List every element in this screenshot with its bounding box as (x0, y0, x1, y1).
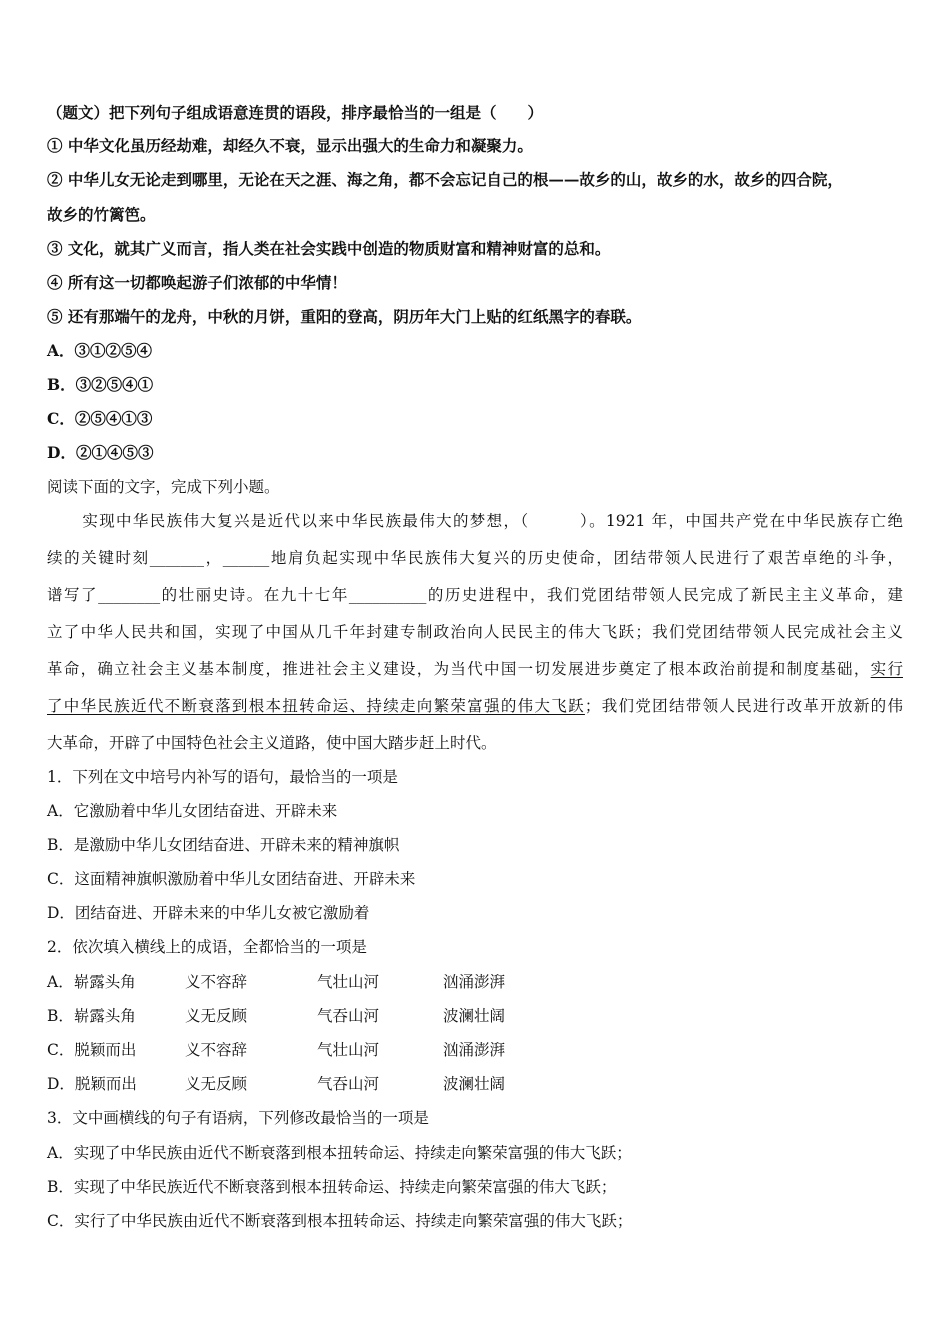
sub2-option-b (47, 1006, 607, 1026)
idiom: 义不容辞 (185, 1041, 248, 1059)
sentence-4: ④ 所有这一切都唤起游子们浓郁的中华情！ (47, 273, 347, 292)
underlined-sentence: 了中华民族近代不断衰落到根本扭转命运、持续走向繁荣富强的伟大飞跃 (47, 697, 585, 715)
passage-line: 大革命，开辟了中国特色社会主义道路，使中国大踏步赶上时代。 (47, 734, 497, 752)
option-d: D．②①④⑤③ (47, 443, 154, 462)
passage-line: 谱写了________的壮丽史诗。在九十七年__________的历史进程中，我们党团结带领人民完成了新民主主义革命，建 (47, 586, 903, 604)
option-label: C．脱颖而出 (47, 1041, 137, 1059)
idiom: 气吞山河 (317, 1007, 380, 1025)
option-b: B．③②⑤④① (47, 375, 154, 394)
idiom: 气吞山河 (317, 1075, 380, 1093)
passage-line (47, 659, 903, 679)
sub-question-2-stem: 2．依次填入横线上的成语，全都恰当的一项是 (47, 938, 367, 956)
sub1-option-b: B．是激励中华儿女团结奋进、开辟未来的精神旗帜 (47, 836, 400, 854)
option-c: C．②⑤④①③ (47, 409, 153, 428)
sub3-option-a: A．实现了中华民族由近代不断衰落到根本扭转命运、持续走向繁荣富强的伟大飞跃； (47, 1144, 632, 1162)
passage-line: 立了中华人民共和国，实现了中国从几千年封建专制政治向人民民主的伟大飞跃；我们党团结带领人民完成社会主义 (47, 623, 903, 641)
idiom: 义不容辞 (185, 973, 248, 991)
sub2-option-d (47, 1074, 607, 1094)
passage-line (47, 696, 903, 716)
sub3-option-c: C．实行了中华民族由近代不断衰落到根本扭转命运、持续走向繁荣富强的伟大飞跃； (47, 1212, 633, 1230)
idiom: 气壮山河 (317, 1041, 380, 1059)
sub2-option-c (47, 1040, 607, 1060)
idiom: 义无反顾 (185, 1075, 248, 1093)
option-label: D．脱颖而出 (47, 1075, 137, 1093)
sub1-option-c: C．这面精神旗帜激励着中华儿女团结奋进、开辟未来 (47, 870, 416, 888)
idiom: 气壮山河 (317, 973, 380, 991)
idiom: 义无反顾 (185, 1007, 248, 1025)
sub1-option-d: D．团结奋进、开辟未来的中华儿女被它激励着 (47, 904, 370, 922)
sub-question-1-stem: 1．下列在文中培号内补写的语句，最恰当的一项是 (47, 768, 398, 786)
passage-line-text: ；我们党团结带领人民进行改革开放新的伟 (584, 697, 903, 715)
idiom: 汹涌澎湃 (443, 973, 506, 991)
option-label: B．崭露头角 (47, 1007, 136, 1025)
passage-line: 续的关键时刻_______，______地肩负起实现中华民族伟大复兴的历史使命，团结带领人民进行了艰苦卓绝的斗争， (47, 549, 903, 567)
sub2-option-a (47, 972, 607, 992)
sentence-2-continued: 故乡的竹篱笆。 (47, 205, 156, 224)
option-label: A．崭露头角 (47, 973, 136, 991)
idiom: 波澜壮阔 (443, 1007, 506, 1025)
sentence-5: ⑤ 还有那端午的龙舟，中秋的月饼，重阳的登高，阴历年大门上贴的红纸黑字的春联。 (47, 307, 642, 326)
sentence-1: ① 中华文化虽历经劫难，却经久不衰，显示出强大的生命力和凝聚力。 (47, 136, 533, 155)
passage-line (47, 511, 903, 531)
passage-line-text: 革命，确立社会主义基本制度，推进社会主义建设，为当代中国一切发展进步奠定了根本政治前提和制度基础， (47, 660, 871, 678)
sentence-3: ③ 文化，就其广义而言，指人类在社会实践中创造的物质财富和精神财富的总和。 (47, 239, 611, 258)
sub3-option-b: B．实现了中华民族近代不断衰落到根本扭转命运、持续走向繁荣富强的伟大飞跃； (47, 1178, 617, 1196)
underlined-sentence: 实行 (870, 660, 903, 678)
sub-question-3-stem: 3．文中画横线的句子有语病，下列修改最恰当的一项是 (47, 1109, 429, 1127)
question-stem: （题文）把下列句子组成语意连贯的语段，排序最恰当的一组是（ ） (47, 103, 544, 122)
sub1-option-a: A．它激励着中华儿女团结奋进、开辟未来 (47, 802, 338, 820)
option-a: A．③①②⑤④ (47, 341, 153, 360)
idiom: 波澜壮阔 (443, 1075, 506, 1093)
sentence-2: ② 中华儿女无论走到哪里，无论在天之涯、海之角，都不会忘记自己的根——故乡的山，故乡的水，故乡的四合院， (47, 170, 843, 189)
passage-line-text: 实现中华民族伟大复兴是近代以来中华民族最伟大的梦想，（ ）。1921 年，中国共产党在中华民族存亡绝 (81, 512, 903, 530)
reading-intro: 阅读下面的文字，完成下列小题。 (47, 478, 280, 496)
idiom: 汹涌澎湃 (443, 1041, 506, 1059)
